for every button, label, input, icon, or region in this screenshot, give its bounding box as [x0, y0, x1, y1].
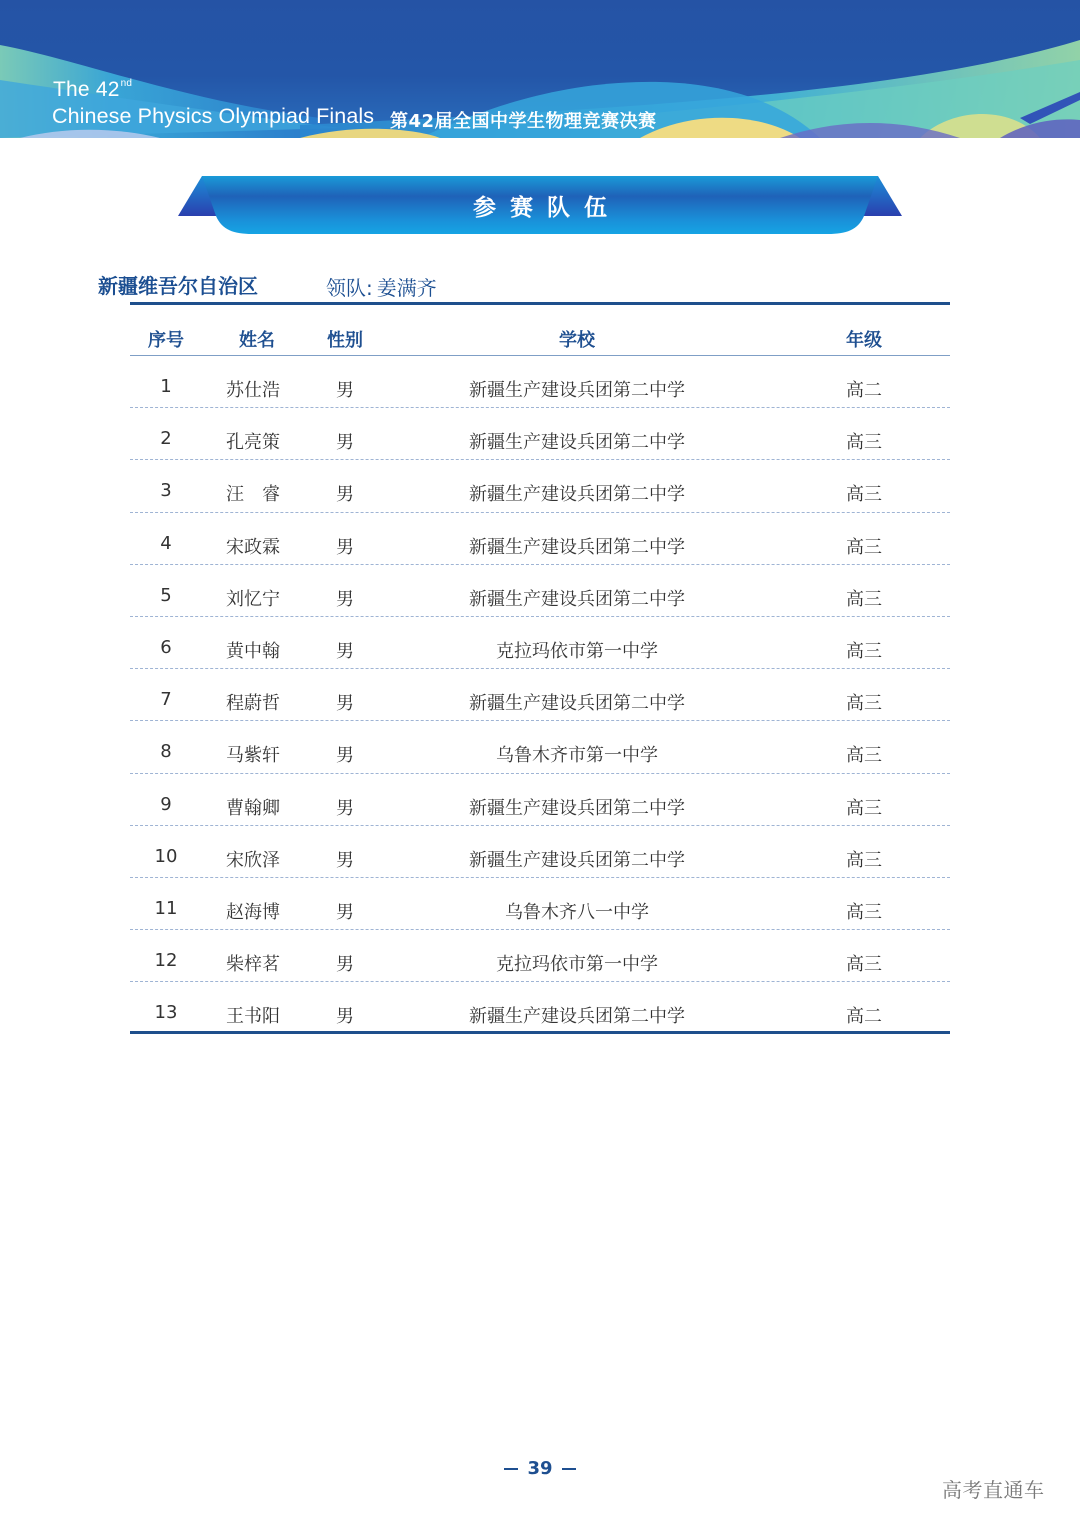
cell-grade: 高三 — [846, 432, 882, 454]
cell-school: 新疆生产建设兵团第二中学 — [469, 797, 685, 819]
cell-grade: 高三 — [846, 954, 882, 976]
header-gender: 性别 — [327, 330, 363, 351]
cell-no: 2 — [160, 428, 172, 450]
cell-no: 6 — [160, 636, 172, 658]
table-row — [130, 982, 950, 1034]
cell-grade: 高二 — [846, 1006, 882, 1028]
cell-school: 克拉玛依市第一中学 — [496, 640, 658, 662]
table-row — [130, 826, 950, 878]
cell-gender: 男 — [336, 380, 354, 401]
page-number-value: 39 — [527, 1458, 553, 1479]
banner-chinese-title: 第42届全国中学生物理竞赛决赛 — [390, 111, 657, 132]
team-leader — [326, 272, 437, 301]
cell-grade: 高三 — [846, 693, 882, 715]
cell-no: 7 — [160, 689, 172, 711]
cell-name: 马紫轩 — [226, 745, 280, 767]
region-divider — [130, 302, 950, 305]
table-row — [130, 408, 950, 460]
cell-school: 新疆生产建设兵团第二中学 — [469, 693, 685, 715]
cell-no: 3 — [160, 480, 172, 502]
cell-gender: 男 — [336, 797, 354, 819]
cell-school: 乌鲁木齐八一中学 — [505, 901, 649, 923]
table-row — [130, 930, 950, 982]
section-title: 参赛队伍 — [473, 194, 621, 221]
table-row — [130, 356, 950, 408]
cell-school: 新疆生产建设兵团第二中学 — [469, 849, 685, 871]
dash-right-icon — [562, 1468, 576, 1470]
cell-name: 程蔚哲 — [226, 693, 280, 715]
cell-no: 12 — [154, 950, 178, 972]
banner-edition: The 42nd — [53, 78, 133, 101]
table-body — [130, 356, 950, 1034]
cell-gender: 男 — [336, 588, 354, 610]
cell-school: 新疆生产建设兵团第二中学 — [469, 432, 685, 454]
cell-name: 汪 睿 — [226, 484, 280, 506]
table-row — [130, 721, 950, 773]
cell-no: 11 — [154, 897, 178, 919]
cell-grade: 高三 — [846, 849, 882, 871]
cell-name: 柴梓茗 — [226, 954, 280, 976]
region-name: 新疆维吾尔自治区 — [98, 274, 258, 298]
table-row — [130, 669, 950, 721]
table-row — [130, 460, 950, 512]
watermark: 高考直通车 — [942, 1478, 1045, 1502]
team-roster-table — [130, 318, 950, 1034]
cell-no: 10 — [154, 845, 178, 867]
cell-gender: 男 — [336, 849, 354, 871]
cell-gender: 男 — [336, 432, 354, 454]
cell-name: 黄中翰 — [226, 640, 280, 662]
table-row — [130, 617, 950, 669]
cell-no: 1 — [160, 376, 172, 397]
cell-grade: 高三 — [846, 536, 882, 558]
header-school: 学校 — [559, 330, 595, 351]
cell-gender: 男 — [336, 484, 354, 506]
cell-no: 8 — [160, 741, 172, 763]
cell-gender: 男 — [336, 901, 354, 923]
cell-grade: 高三 — [846, 640, 882, 662]
cell-school: 乌鲁木齐市第一中学 — [496, 745, 658, 767]
cell-school: 新疆生产建设兵团第二中学 — [469, 380, 685, 401]
section-ribbon — [178, 176, 902, 238]
cell-gender: 男 — [336, 536, 354, 558]
cell-gender: 男 — [336, 954, 354, 976]
cell-name: 赵海博 — [226, 901, 280, 923]
cell-name: 曹翰卿 — [226, 797, 280, 819]
banner-english-title: Chinese Physics Olympiad Finals — [52, 104, 375, 128]
cell-grade: 高三 — [846, 797, 882, 819]
page-number — [0, 1458, 1080, 1479]
table-row — [130, 513, 950, 565]
cell-grade: 高三 — [846, 484, 882, 506]
cell-grade: 高三 — [846, 901, 882, 923]
leader-name: 姜满齐 — [376, 276, 437, 300]
cell-name: 宋政霖 — [226, 536, 280, 558]
cell-name: 苏仕浩 — [226, 380, 280, 401]
cell-no: 13 — [154, 1002, 178, 1024]
cell-gender: 男 — [336, 1006, 354, 1028]
cell-school: 新疆生产建设兵团第二中学 — [469, 1006, 685, 1028]
table-row — [130, 565, 950, 617]
header-grade: 年级 — [846, 330, 882, 351]
cell-name: 刘忆宁 — [226, 588, 280, 610]
header-name: 姓名 — [239, 330, 275, 351]
cell-grade: 高三 — [846, 588, 882, 610]
cell-gender: 男 — [336, 640, 354, 662]
header-no: 序号 — [148, 330, 184, 351]
cell-no: 9 — [160, 793, 172, 815]
cell-school: 新疆生产建设兵团第二中学 — [469, 588, 685, 610]
header-banner — [0, 0, 1080, 138]
cell-gender: 男 — [336, 693, 354, 715]
cell-grade: 高二 — [846, 380, 882, 401]
cell-name: 孔亮策 — [226, 432, 280, 454]
cell-no: 5 — [160, 584, 172, 606]
cell-gender: 男 — [336, 745, 354, 767]
table-row — [130, 878, 950, 930]
leader-label: 领队: — [326, 276, 373, 300]
cell-name: 王书阳 — [226, 1006, 280, 1028]
cell-name: 宋欣泽 — [226, 849, 280, 871]
table-header — [130, 318, 950, 356]
cell-school: 克拉玛依市第一中学 — [496, 954, 658, 976]
cell-school: 新疆生产建设兵团第二中学 — [469, 484, 685, 506]
cell-grade: 高三 — [846, 745, 882, 767]
cell-school: 新疆生产建设兵团第二中学 — [469, 536, 685, 558]
cell-no: 4 — [160, 532, 172, 554]
table-row — [130, 774, 950, 826]
dash-left-icon — [504, 1468, 518, 1470]
